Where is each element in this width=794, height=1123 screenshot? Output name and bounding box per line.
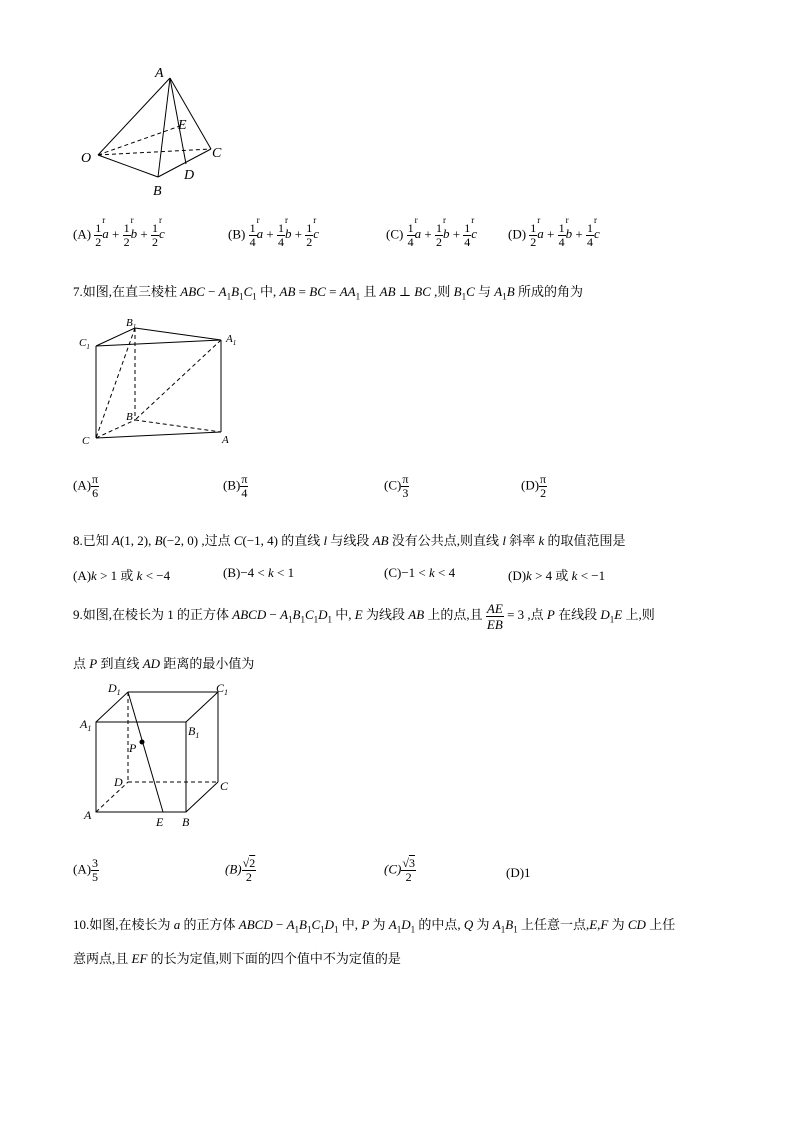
q9-point-P	[140, 740, 145, 745]
q8-option-c[interactable]: (C)−1 < k < 4	[384, 565, 456, 580]
coef-den: 2	[95, 235, 102, 249]
q8-option-d[interactable]: (D)k > 4 或 k < −1	[508, 568, 606, 583]
q9-text-part1: 9.如图,在棱长为 1 的正方体 ABCD − $A_1B_1C_1D_1$ 中, E 为线段 AB 上的点,且	[73, 607, 483, 625]
q6-label-A: A	[155, 66, 164, 81]
q9-question-line2: 点 P 到直线 AD 距离的最小值为	[73, 656, 255, 671]
q7-option-b[interactable]: (B) $\frac{\pi}{4}$	[223, 472, 248, 500]
q9-label-A1: $A_1$	[80, 717, 92, 733]
q9-question-line1	[73, 600, 655, 635]
q8-option-b[interactable]: (B)−4 < k < 1	[223, 565, 295, 580]
coef-den: 2	[435, 235, 442, 249]
coef-den: 2	[306, 235, 313, 249]
q9-text-part2: = 3 ,点 P 在线段 $D_1E$ 上,则	[507, 607, 655, 625]
q7-label-B1: $B_1$	[126, 317, 137, 331]
q9-label-D: D	[114, 775, 123, 789]
q8-option-a[interactable]: (A)k > 1 或 k < −4	[73, 568, 171, 583]
q9-label-C: C	[220, 779, 229, 793]
q6-option-b[interactable]: (B) $\frac{1}{4}$ r a + $\frac{1}{4}$ r b + $\frac{1}{2}$ r c	[228, 222, 319, 249]
option-tag: (D)	[508, 226, 527, 242]
q9-label-B: B	[182, 815, 190, 829]
option-tag: (B)	[228, 226, 246, 242]
option-tag: (A)	[73, 226, 92, 242]
coef-num: 1	[151, 221, 158, 235]
q7-question-text: 7.如图,在直三棱柱 ABC − $A_1B_1C_1$ 中, AB = BC = $AA_1$ 且 AB ⊥ BC ,则 $B_1C$ 与 $A_1B$ 所成的角为	[73, 284, 583, 302]
q6-tetrahedron-figure	[76, 62, 236, 202]
q7-label-C: C	[82, 435, 90, 447]
q9-cube-figure	[76, 678, 246, 830]
coef-num: 1	[435, 221, 442, 235]
coef-den: 2	[151, 235, 158, 249]
q9-label-B1: $B_1$	[188, 724, 200, 740]
q9-option-a[interactable]: (A) $\frac{3}{5}$	[73, 856, 99, 884]
q7-label-A: A	[222, 434, 229, 446]
coef-num: 1	[95, 221, 102, 235]
q6-label-C: C	[212, 146, 222, 161]
q7-option-c[interactable]: (C) $\frac{\pi}{3}$	[384, 472, 409, 500]
q9-option-b[interactable]: (B) $\frac{√2}{2}$	[225, 856, 256, 884]
q7-prism-figure	[76, 314, 246, 450]
coef-den: 4	[558, 235, 565, 249]
coef-num: 1	[586, 221, 593, 235]
q9-frac-den: EB	[486, 616, 503, 632]
q9-frac-num: AE	[486, 600, 503, 616]
q7-option-d[interactable]: (D) $\frac{\pi}{2}$	[521, 472, 547, 500]
q6-option-a[interactable]: (A) $\frac{1}{2}$ r a + $\frac{1}{2}$ r b + $\frac{1}{2}$ r c	[73, 222, 165, 249]
coef-den: 2	[123, 235, 130, 249]
q8-question-text: 8.已知 A(1, 2), B(−2, 0) ,过点 C(−1, 4) 的直线 l 与线段 AB 没有公共点,则直线 l 斜率 k 的取值范围是	[73, 533, 626, 548]
option-tag: (C)	[386, 226, 404, 242]
q10-question-line2: 意两点,且 EF 的长为定值,则下面的四个值中不为定值的是	[73, 951, 401, 966]
coef-den: 4	[407, 235, 414, 249]
q9-label-D1: $D_1$	[108, 681, 121, 697]
coef-num: 1	[123, 221, 130, 235]
coef-num: 1	[277, 221, 284, 235]
q6-label-D: D	[184, 168, 195, 183]
q7-option-a[interactable]: (A) $\frac{\pi}{6}$	[73, 472, 99, 500]
q7-label-B: B	[126, 411, 133, 423]
coef-num: 1	[558, 221, 565, 235]
q6-label-B: B	[153, 184, 162, 199]
q10-question-line1: 10.如图,在棱长为 a 的正方体 ABCD − $A_1B_1C_1D_1$ 中, P 为 $A_1D_1$ 的中点, Q 为 $A_1B_1$ 上任意一点,E,F 为 CD 上任	[73, 917, 676, 935]
q6-label-E: E	[178, 118, 187, 133]
coef-num: 1	[407, 221, 414, 235]
q6-option-d[interactable]: (D) $\frac{1}{2}$ r a + $\frac{1}{4}$ r b + $\frac{1}{4}$ r c	[508, 222, 600, 249]
coef-num: 1	[306, 221, 313, 235]
q9-option-c[interactable]: (C) $\frac{√3}{2}$	[384, 856, 415, 884]
coef-num: 1	[464, 221, 471, 235]
coef-den: 4	[586, 235, 593, 249]
coef-num: 1	[530, 221, 537, 235]
coef-den: 2	[530, 235, 537, 249]
q7-label-C1: $C_1$	[79, 337, 90, 351]
coef-num: 1	[249, 221, 256, 235]
q9-label-C1: $C_1$	[216, 681, 229, 697]
q9-label-A: A	[84, 808, 92, 822]
q9-label-E: E	[156, 815, 164, 829]
q9-option-d[interactable]: (D)1	[506, 865, 531, 880]
q7-label-A1: $A_1$	[226, 333, 237, 347]
q6-label-O: O	[81, 151, 92, 166]
coef-den: 4	[277, 235, 284, 249]
q6-option-c[interactable]: (C) $\frac{1}{4}$ r a + $\frac{1}{2}$ r b + $\frac{1}{4}$ r c	[386, 222, 477, 249]
coef-den: 4	[464, 235, 471, 249]
coef-den: 4	[249, 235, 256, 249]
q9-label-P: P	[129, 741, 137, 755]
